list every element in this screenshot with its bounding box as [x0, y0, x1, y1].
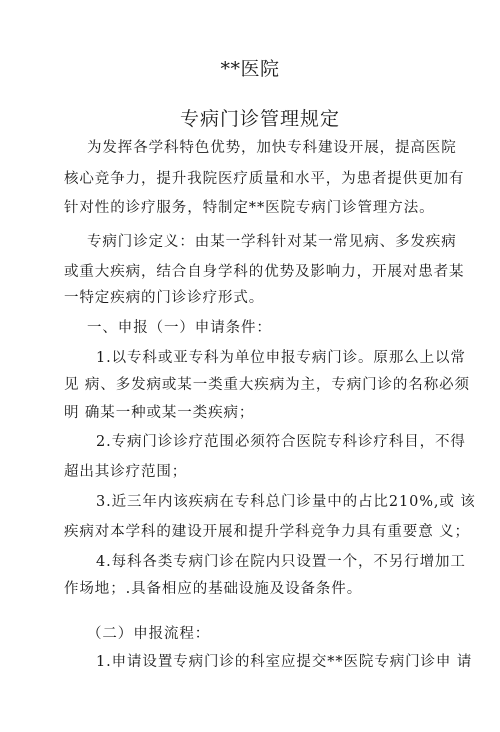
- condition-2-line-1: 2.专病门诊诊疗范围必须符合医院专科诊疗科目，不得: [96, 434, 466, 450]
- paragraph-intro-line-3: 针对性的诊疗服务，特制定**医院专病门诊管理方法。: [64, 200, 435, 216]
- condition-1-line-3: 明 确某一种或某一类疾病；: [64, 405, 255, 421]
- paragraph-definition-line-1: 专病门诊定义：由某一学科针对某一常见病、多发疾病: [87, 234, 457, 250]
- condition-1-line-2: 见 病、多发病或某一类重大疾病为主，专病门诊的名称必须: [64, 377, 470, 393]
- paragraph-definition-line-3: 一特定疾病的门诊诊疗形式。: [64, 290, 265, 306]
- condition-4-line-1: 4.每科各类专病门诊在院内只设置一个，不另行增加工: [96, 554, 466, 570]
- condition-4-line-2: 作场地；.具备相应的基础设施及设备条件。: [64, 581, 363, 597]
- document-title: 专病门诊管理规定: [179, 108, 340, 130]
- hospital-name: **医院: [220, 58, 280, 80]
- paragraph-definition-line-2: 或重大疾病，结合自身学科的优势及影响力，开展对患者某: [64, 264, 465, 280]
- section-heading-conditions: 一、申报（一）申请条件：: [87, 320, 272, 336]
- condition-2-line-2: 超出其诊疗范围；: [64, 464, 188, 480]
- section-heading-process: （二）申报流程：: [87, 626, 211, 642]
- condition-3-line-2: 疾病对本学科的建设开展和提升学科竞争力具有重要意 义；: [64, 524, 470, 540]
- paragraph-intro-line-1: 为发挥各学科特色优势，加快专科建设开展，提高医院: [87, 140, 457, 156]
- condition-1-line-1: 1.以专科或亚专科为单位申报专病门诊。原那么上以常: [96, 350, 466, 366]
- condition-3-line-1: 3.近三年内该疾病在专科总门诊量中的占比210%,或 该: [96, 494, 476, 510]
- process-1-line-1: 1.申请设置专病门诊的科室应提交**医院专病门诊申 请: [96, 654, 473, 670]
- paragraph-intro-line-2: 核心竞争力，提升我院医疗质量和水平，为患者提供更加有: [64, 171, 465, 187]
